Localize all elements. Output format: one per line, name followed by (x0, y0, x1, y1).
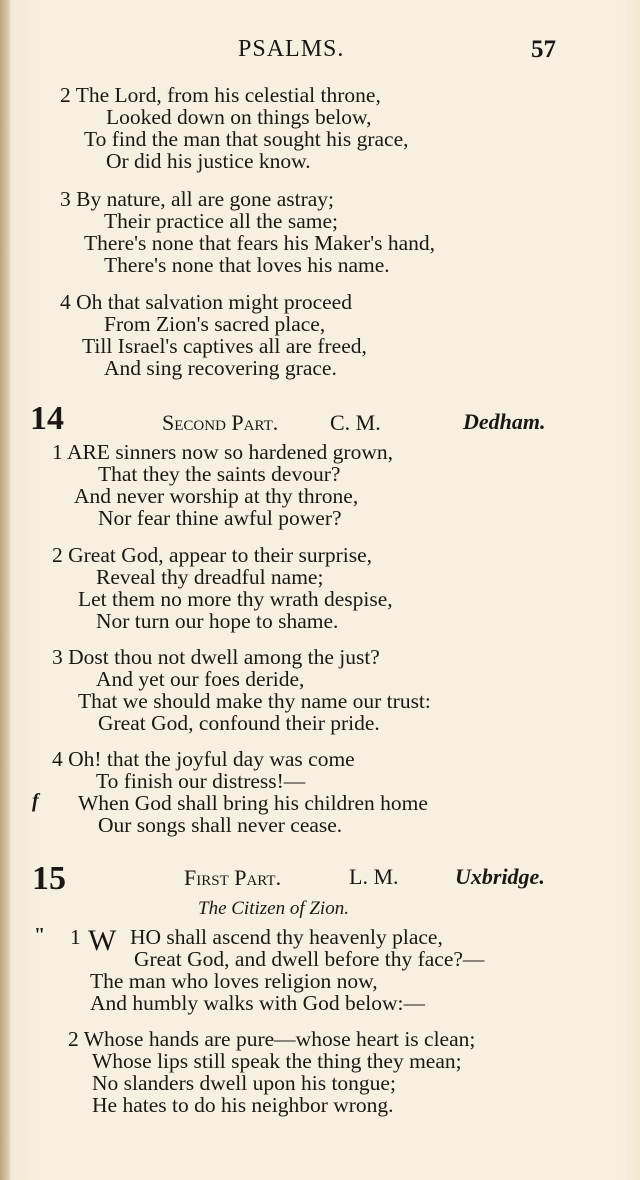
verse-line: Great God, confound their pride. (98, 711, 380, 735)
tune-name: Dedham. (463, 409, 546, 434)
verse-line: 2 The Lord, from his celestial throne, (60, 83, 381, 107)
dynamic-mark-forte: f (32, 790, 39, 812)
verse-line: There's none that loves his name. (104, 253, 390, 277)
repeat-mark: " (34, 924, 46, 946)
verse-line: The man who loves religion now, (90, 969, 378, 993)
verse-line: That we should make thy name our trust: (78, 689, 431, 713)
verse-line: 4 Oh! that the joyful day was come (52, 747, 355, 771)
verse-line: 1 ARE sinners now so hardened grown, (52, 440, 393, 464)
verse-line: 2 Great God, appear to their surprise, (52, 543, 373, 567)
hymn-subtitle: The Citizen of Zion. (198, 898, 349, 919)
hymn-meter: L. M. (349, 864, 399, 889)
verse-line: Let them no more thy wrath despise, (78, 587, 393, 611)
page-spine-shadow (0, 0, 10, 1180)
page-number: 57 (531, 36, 556, 63)
verse-line: Or did his justice know. (106, 149, 311, 173)
verse-line: There's none that fears his Maker's hand, (84, 231, 436, 255)
verse-line: 3 By nature, all are gone astray; (60, 187, 335, 211)
verse-line: No slanders dwell upon his tongue; (92, 1071, 396, 1095)
verse-line: To finish our distress!— (96, 769, 306, 793)
verse-number: 1 (70, 925, 81, 949)
verse-line: From Zion's sacred place, (104, 312, 326, 336)
verse-line: Great God, and dwell before thy face?— (134, 947, 485, 971)
hymn-part: First Part. (184, 865, 282, 890)
verse-line: When God shall bring his children home (78, 791, 428, 815)
hymn-part: Second Part. (162, 410, 279, 435)
hymn-number: 15 (32, 860, 66, 897)
verse-line: 3 Dost thou not dwell among the just? (52, 645, 380, 669)
verse-line: Till Israel's captives all are freed, (82, 334, 367, 358)
verse-line: HO shall ascend thy heavenly place, (130, 925, 443, 949)
verse-line: 4 Oh that salvation might proceed (60, 290, 352, 314)
hymn-meter: C. M. (330, 410, 381, 435)
verse-line: 2 Whose hands are pure—whose heart is clean; (68, 1027, 476, 1051)
verse-line: Nor fear thine awful power? (98, 506, 342, 530)
drop-capital: W (88, 924, 117, 957)
verse-line: And sing recovering grace. (104, 356, 337, 380)
verse-line: That they the saints devour? (98, 462, 341, 486)
verse-line: And yet our foes deride, (96, 667, 305, 691)
running-title: PSALMS. (238, 36, 345, 62)
verse-line: He hates to do his neighbor wrong. (92, 1093, 394, 1117)
verse-line: Our songs shall never cease. (98, 813, 343, 837)
verse-line: To find the man that sought his grace, (84, 127, 409, 151)
verse-line: Their practice all the same; (104, 209, 338, 233)
verse-line: Reveal thy dreadful name; (96, 565, 324, 589)
verse-line: And humbly walks with God below:— (90, 991, 426, 1015)
verse-line: Looked down on things below, (106, 105, 372, 129)
verse-line: And never worship at thy throne, (74, 484, 359, 508)
verse-line: Whose lips still speak the thing they mean; (92, 1049, 462, 1073)
running-header (0, 36, 640, 70)
tune-name: Uxbridge. (455, 864, 545, 889)
verse-line: Nor turn our hope to shame. (96, 609, 339, 633)
hymn-number: 14 (30, 400, 64, 437)
